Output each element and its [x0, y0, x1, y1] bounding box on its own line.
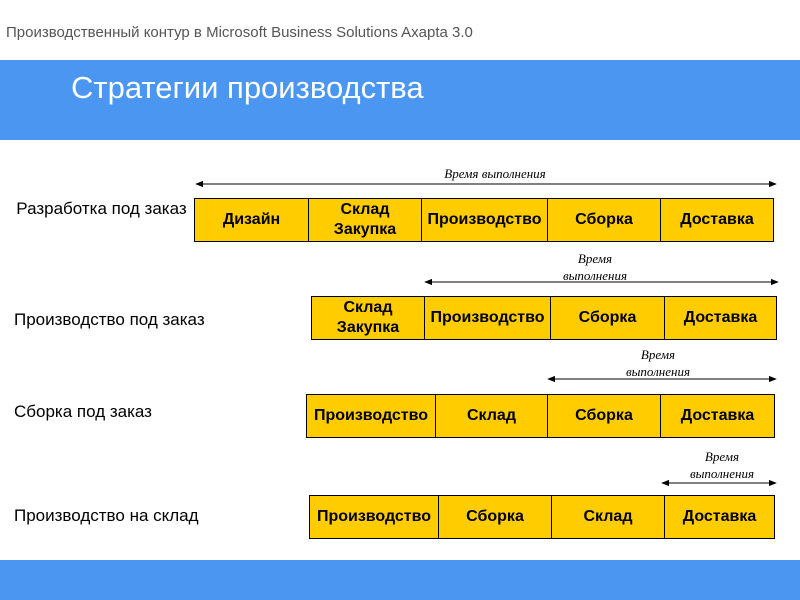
cell-production: Производство — [425, 297, 551, 339]
cell-delivery: Доставка — [683, 309, 758, 326]
cell-production: Производство — [307, 395, 436, 437]
slide-title: Стратегии производства — [71, 70, 424, 105]
cell-assembly: Сборка — [548, 199, 661, 241]
row-label-make-to-stock: Производство на склад — [14, 506, 199, 525]
cell-assembly: Сборка — [551, 297, 665, 339]
cell-production: Производство — [310, 496, 439, 538]
presentation-title: Производственный контур в Microsoft Business Solutions Axapta 3.0 — [6, 24, 473, 41]
cell-delivery: Доставка — [680, 211, 754, 228]
lead-time-label-1: Время выполнения — [444, 166, 546, 181]
cell-assembly: Сборка — [548, 395, 661, 437]
lead-time-label-3: Время выполнения — [625, 347, 690, 379]
cell-stock-purchase: Склад Закупка — [309, 199, 422, 241]
cell-production: Производство — [422, 199, 548, 241]
footer-band — [0, 560, 800, 600]
row-label-make-to-order: Производство под заказ — [14, 310, 205, 329]
row-label-assemble-to-order: Сборка под заказ — [14, 402, 152, 421]
row-label-engineer-to-order: Разработка под заказ — [16, 199, 187, 218]
cell-stock: Склад — [552, 496, 665, 538]
cell-assembly: Сборка — [439, 496, 552, 538]
cell-delivery: Доставка — [682, 508, 757, 525]
cell-stock-purchase: Склад Закупка — [312, 297, 425, 339]
cell-stock: Склад — [436, 395, 548, 437]
lead-time-label-4: Время выполнения — [689, 449, 754, 481]
cell-design: Дизайн — [195, 199, 309, 241]
lead-time-label-2: Время выполнения — [562, 251, 627, 283]
cell-delivery: Доставка — [680, 407, 755, 424]
